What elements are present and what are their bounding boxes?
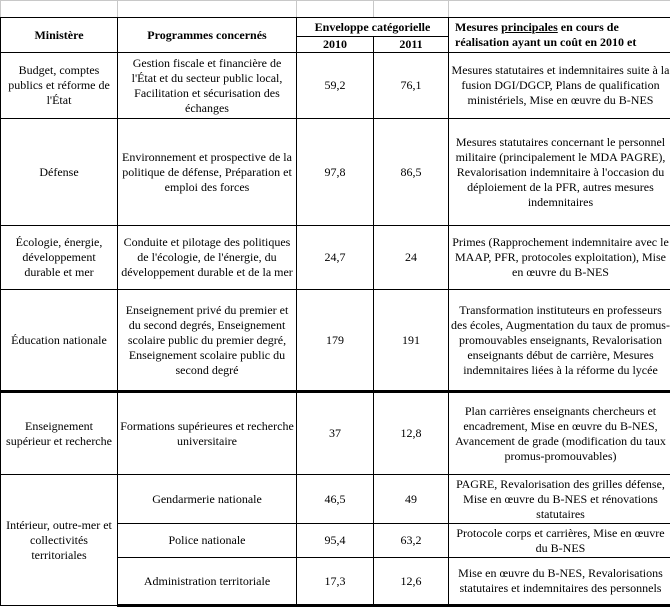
value-2011-cell: 49 [374,475,449,524]
header-mesures-text2: en cours de [557,20,619,34]
value-2010-cell: 97,8 [297,119,374,226]
mesures-cell: Protocole corps et carrières, Mise en œuvre du B-NES [449,524,670,558]
mesures-cell: Transformation instituteurs en professeurs des écoles, Augmentation du taux de promus-promouvables enseignants, Revalorisation enseignants début de carrière, Mesures indemnitaires liées à la réforme du lycée [449,290,670,392]
mesures-cell: Primes (Rapprochement indemnitaire avec le MAAP, PFR, protocoles exploitation), Mise en œuvre du B-NES [449,226,670,290]
programme-cell: Environnement et prospective de la politique de défense, Préparation et emploi des forces [118,119,297,226]
mesures-cell: Mise en œuvre du B-NES, Revalorisations statutaires et indemnitaires des personnels [449,558,670,606]
ministere-cell: Intérieur, outre-mer et collectivités territoriales [1,475,118,606]
mesures-cell: PAGRE, Revalorisation des grilles défense, Mise en œuvre du B-NES et rénovations statutaires [449,475,670,524]
value-2010-cell: 179 [297,290,374,392]
value-2011-cell: 86,5 [374,119,449,226]
header-year-2011: 2011 [374,37,449,53]
mesures-cell: Mesures statutaires concernant le personnel militaire (principalement le MDA PAGRE), Revalorisation indemnitaire à l'occasion du déploiement de la PFR, autres mesures indemnitaires [449,119,670,226]
programme-cell: Conduite et pilotage des politiques de l'écologie, de l'énergie, du développement durable et de la mer [118,226,297,290]
programme-cell: Enseignement privé du premier et du second degrés, Enseignement scolaire public du premier degré, Enseignement scolaire public du second degré [118,290,297,392]
value-2011-cell: 191 [374,290,449,392]
value-2010-cell: 17,3 [297,558,374,606]
table-row [1,226,670,290]
value-2010-cell: 59,2 [297,53,374,119]
programme-cell: Police nationale [118,524,297,558]
programme-cell: Gendarmerie nationale [118,475,297,524]
header-mesures-text: Mesures [455,20,502,34]
value-2011-cell: 12,6 [374,558,449,606]
mesures-cell: Plan carrières enseignants chercheurs et encadrement, Mise en œuvre du B-NES, Avancement de grade (modification du taux promus-promouvables) [449,392,670,475]
header-programmes: Programmes concernés [118,18,297,53]
table-row [1,475,670,524]
value-2010-cell: 95,4 [297,524,374,558]
header-year-2010: 2010 [297,37,374,53]
header-row [1,18,670,37]
value-2010-cell: 24,7 [297,226,374,290]
header-mesures-line2: réalisation ayant un coût en 2010 et [455,35,637,49]
table-row [1,53,670,119]
value-2011-cell: 63,2 [374,524,449,558]
ministere-cell: Défense [1,119,118,226]
value-2011-cell: 76,1 [374,53,449,119]
ministere-cell: Enseignement supérieur et recherche [1,392,118,475]
value-2010-cell: 46,5 [297,475,374,524]
value-2011-cell: 12,8 [374,392,449,475]
table-row [1,392,670,475]
ministere-cell: Budget, comptes publics et réforme de l'État [1,53,118,119]
value-2010-cell: 37 [297,392,374,475]
value-2011-cell: 24 [374,226,449,290]
header-enveloppe: Enveloppe catégorielle [297,18,449,37]
mesures-cell: Mesures statutaires et indemnitaires suite à la fusion DGI/DGCP, Plans de qualification ministériels, Mise en œuvre du B-NES [449,53,670,119]
header-ministere: Ministère [1,18,118,53]
programme-cell: Administration territoriale [118,558,297,606]
header-mesures [449,18,670,53]
ministere-cell: Éducation nationale [1,290,118,392]
ministere-cell: Écologie, énergie, développement durable et mer [1,226,118,290]
table-row [1,119,670,226]
spreadsheet-grid-row [1,1,670,18]
programme-cell: Formations supérieures et recherche universitaire [118,392,297,475]
table-row [1,290,670,392]
programme-cell: Gestion fiscale et financière de l'État et du secteur public local, Facilitation et sécurisation des échanges [118,53,297,119]
header-mesures-underlined: principales [501,20,558,34]
